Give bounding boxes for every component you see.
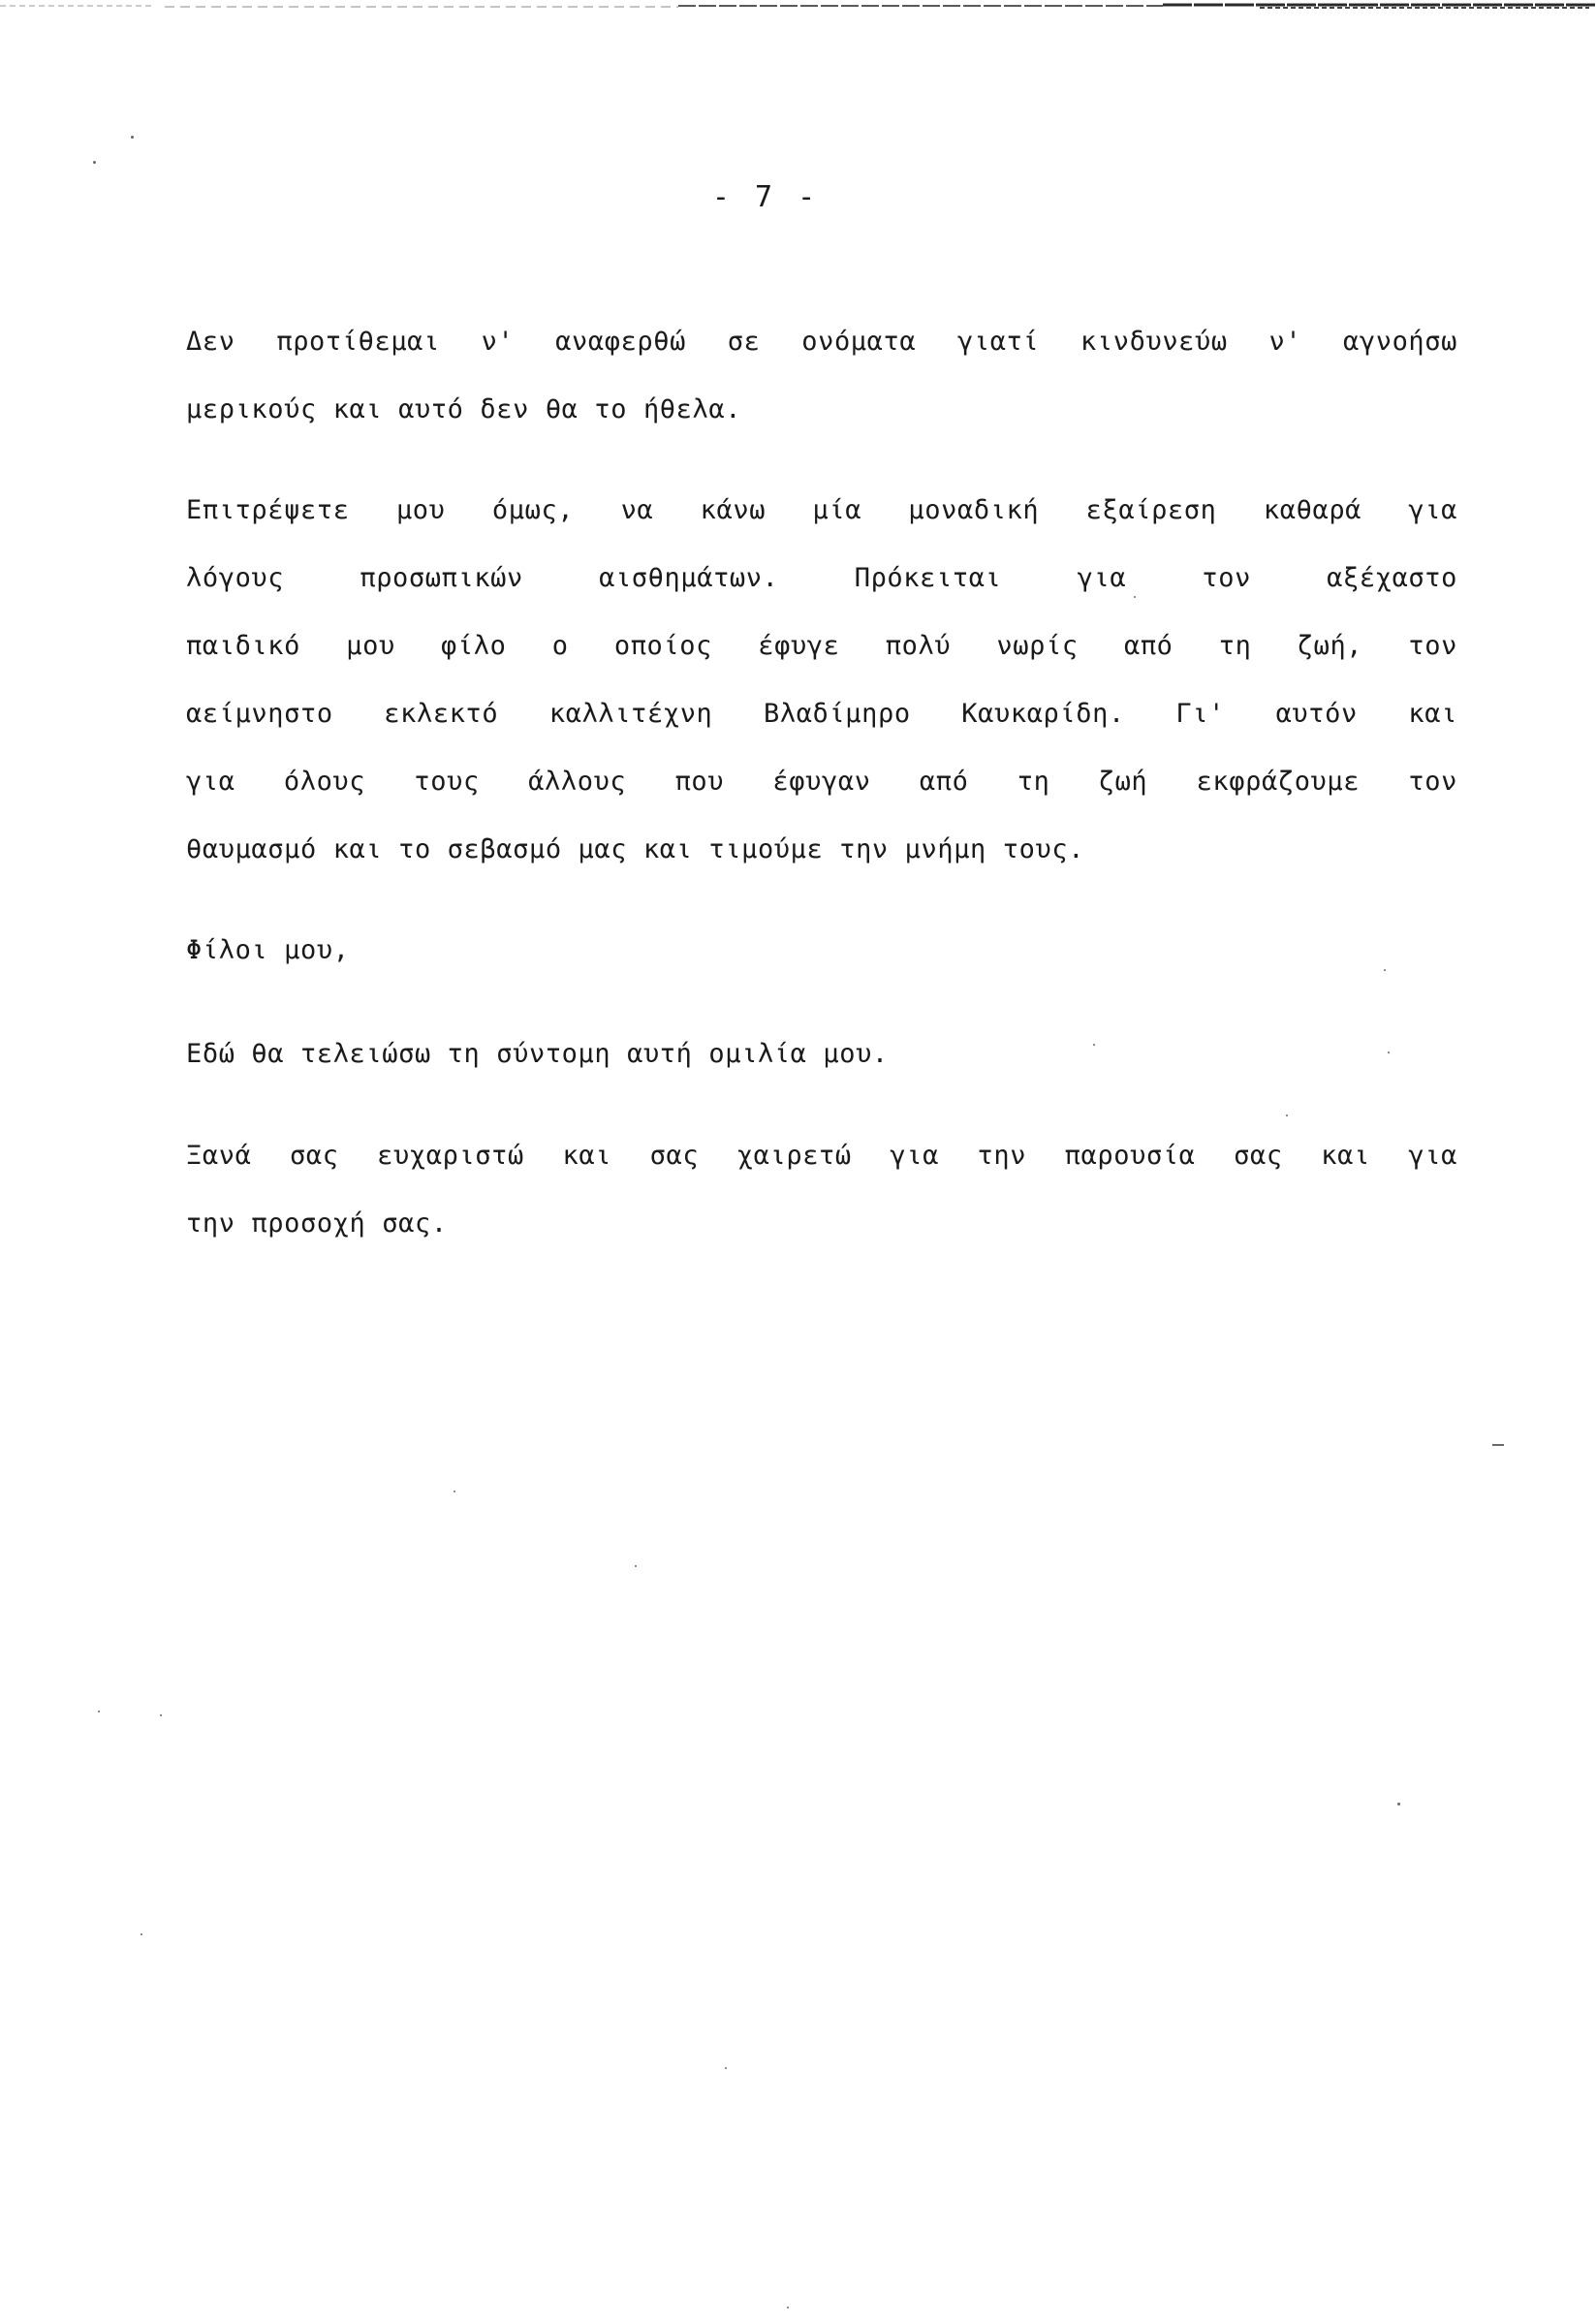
scan-speck xyxy=(787,2307,789,2308)
text-line: Εδώ θα τελειώσω τη σύντομη αυτή ομιλία μου. xyxy=(186,1039,889,1069)
scan-speck xyxy=(1286,1114,1288,1116)
text-line: παιδικό μου φίλο ο οποίος έφυγε πολύ νωρίς από τη ζωή, τον xyxy=(186,631,1457,661)
scan-noise-graphic xyxy=(0,3,1596,12)
text-line: Δεν προτίθεμαι ν' αναφερθώ σε ονόματα γιατί κινδυνεύω ν' αγνοήσω xyxy=(186,327,1457,357)
paragraph-friends xyxy=(186,917,1457,985)
paragraph-thanks xyxy=(186,1122,1457,1258)
text-line: Φίλοι μου, xyxy=(186,935,350,965)
text-line: Ξανά σας ευχαριστώ και σας χαιρετώ για την παρουσία σας και για xyxy=(186,1141,1457,1171)
scan-speck xyxy=(1492,1444,1504,1446)
scan-speck xyxy=(635,1565,637,1567)
scan-speck xyxy=(160,1714,162,1716)
scan-border-noise xyxy=(0,0,1596,12)
scan-speck xyxy=(725,2067,727,2069)
text-line: Επιτρέψετε μου όμως, να κάνω μία μοναδική εξαίρεση καθαρά για xyxy=(186,495,1457,525)
text-line: για όλους τους άλλους που έφυγαν από τη ζωή εκφράζουμε τον xyxy=(186,767,1457,797)
page-number: - 7 - xyxy=(711,180,820,214)
scan-speck xyxy=(141,1933,142,1935)
scan-speck xyxy=(93,161,96,164)
paragraph-names xyxy=(186,308,1457,444)
scan-speck xyxy=(454,1491,455,1492)
text-line: την προσοχή σας. xyxy=(186,1209,448,1239)
text-line: μερικούς και αυτό δεν θα το ήθελα. xyxy=(186,394,742,424)
paragraph-exception xyxy=(186,477,1457,884)
text-line: λόγους προσωπικών αισθημάτων. Πρόκειται για τον αξέχαστο xyxy=(186,563,1457,593)
scan-speck xyxy=(1397,1803,1400,1805)
paragraph-closing xyxy=(186,1020,1457,1088)
text-line: θαυμασμό και το σεβασμό μας και τιμούμε την μνήμη τους. xyxy=(186,834,1085,864)
scan-speck xyxy=(131,136,134,139)
text-line: αείμνηστο εκλεκτό καλλιτέχνη Βλαδίμηρο Καυκαρίδη. Γι' αυτόν και xyxy=(186,699,1457,729)
scan-speck xyxy=(98,1711,100,1712)
